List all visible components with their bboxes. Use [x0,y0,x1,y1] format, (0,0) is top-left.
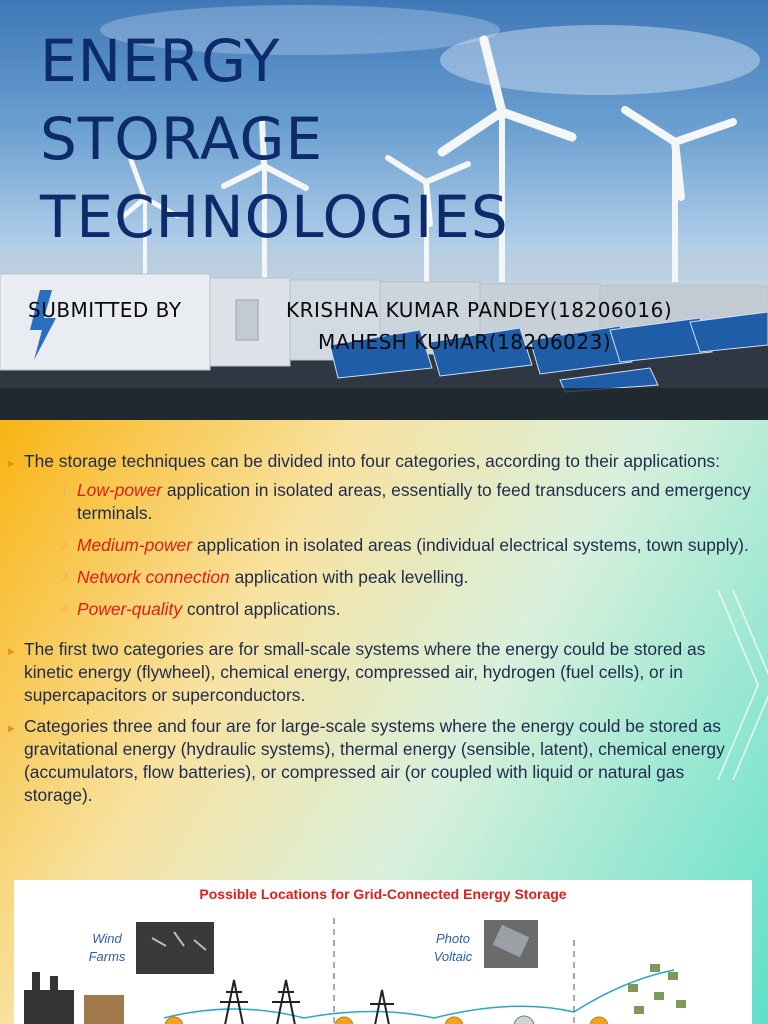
bullet-text: The first two categories are for small-scale systems where the energy could be stored as kinetic energy (flywheel), chemical energy, compressed air, hydrogen (fuel cells), or in supercapacitors or superconductors. [24,639,706,705]
category-item [24,479,756,525]
factory-icon [24,972,124,1024]
wind-label-line: Farms [88,949,126,964]
category-number: 3. [60,570,71,584]
title-line: ENERGY [40,27,281,95]
diagram-title: Possible Locations for Grid-Connected Energy Storage [199,886,567,902]
pv-label-line: Voltaic [433,949,473,964]
content-body [6,450,756,815]
category-item [24,566,756,589]
category-highlight: Power-quality [77,599,183,619]
category-highlight: Low-power [77,480,163,500]
grid-illustration [14,880,752,1024]
bullet-item [6,450,756,630]
bullet-item [6,638,756,707]
house-icon [628,964,686,1014]
category-text: application in isolated areas, essentially to feed transducers and emergency terminals. [77,480,751,523]
bullet-arrow-icon: ► [6,458,17,470]
title-line: STORAGE [40,105,324,173]
content-slide [0,420,768,1024]
bullet-text: The storage techniques can be divided into four categories, according to their applications: [24,451,721,471]
title-line: TECHNOLOGIES [40,183,509,251]
category-text: application with peak levelling. [229,567,469,587]
storage-node-icon [165,1017,608,1024]
category-highlight: Network connection [77,567,230,587]
title-slide [0,0,768,420]
category-text: control applications. [182,599,341,619]
category-number: 1. [60,483,71,497]
category-number: 2. [60,538,71,552]
category-text: application in isolated areas (individual electrical systems, town supply). [192,535,749,555]
slide-title [40,22,509,256]
wind-label-line: Wind [92,931,122,946]
category-highlight: Medium-power [77,535,193,555]
category-item [24,598,756,621]
submitted-by-label: SUBMITTED BY [28,298,182,322]
bullet-arrow-icon: ► [6,723,17,735]
grid-storage-diagram [14,880,752,1024]
author-name: KRISHNA KUMAR PANDEY(18206016) [286,298,673,322]
bullet-arrow-icon: ► [6,646,17,658]
substation-icon [514,1016,534,1024]
bullet-item [6,715,756,807]
category-number: 4. [60,602,71,616]
category-list [24,479,756,621]
bullet-text: Categories three and four are for large-scale systems where the energy could be stored as gravitational energy (hydraulic systems), thermal energy (sensible, latent), chemical energy (accumulators, flow batteries), or compressed air (or coupled with liquid or natural gas storage). [24,716,725,805]
author-name: MAHESH KUMAR(18206023) [318,330,612,354]
category-item [24,534,756,557]
pv-label-line: Photo [436,931,470,946]
